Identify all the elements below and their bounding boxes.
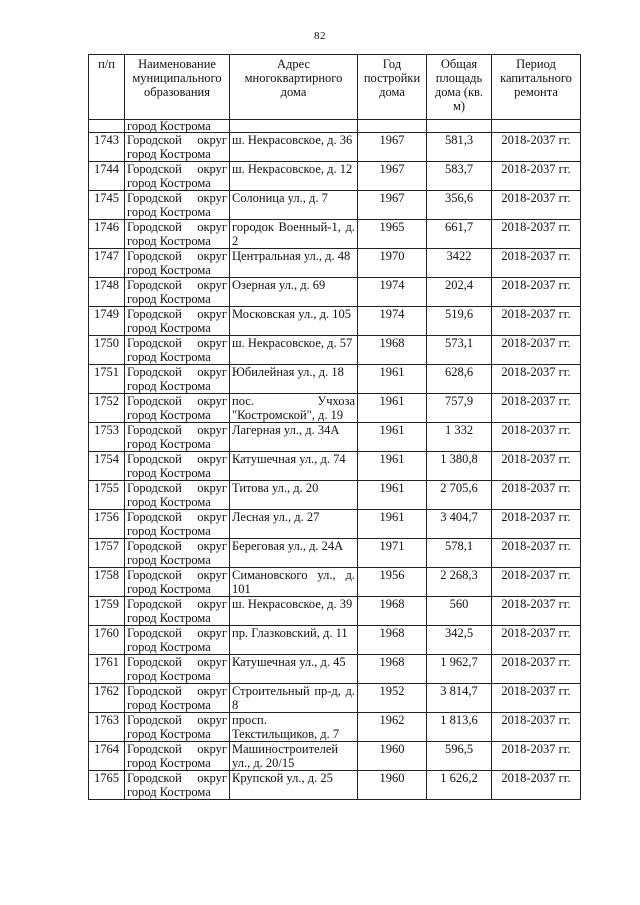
address-line-2: 2 [232,234,239,248]
header-address: Адрес многоквартирного дома [230,55,358,120]
municipality-line-2: город Кострома [127,466,211,480]
cell-year: 1961 [358,394,427,423]
cell-num: 1744 [89,162,125,191]
cell-area: 1 332 [427,423,492,452]
cell-period: 2018-2037 гг. [492,626,581,655]
municipality-line-1: Городской округ [127,597,227,611]
cell-municipality [125,771,230,800]
address-line-1: просп. [232,713,267,727]
cell-area: 1 813,6 [427,713,492,742]
municipality-line-1: Городской округ [127,510,227,524]
municipality-line-1: Городской округ [127,481,227,495]
cell-period: 2018-2037 гг. [492,510,581,539]
cell-area: 2 705,6 [427,481,492,510]
cell-municipality [125,162,230,191]
municipality-line-1: Городской округ [127,365,227,379]
cell-municipality [125,423,230,452]
municipality-line-2: город Кострома [127,292,211,306]
cell-address [230,394,358,423]
cell-num: 1751 [89,365,125,394]
municipality-line-2: город Кострома [127,234,211,248]
municipality-line-1: Городской округ [127,307,227,321]
cell-address [230,539,358,568]
cell-address [230,771,358,800]
municipality-line-2: город Кострома [127,582,211,596]
table-row [89,191,581,220]
municipality-line-2: город Кострома [127,669,211,683]
municipality-line-1: Городской округ [127,655,227,669]
cell-municipality [125,481,230,510]
cell-num [89,120,125,133]
table-row [89,278,581,307]
cell-period: 2018-2037 гг. [492,307,581,336]
header-area: Общая площадь дома (кв. м) [427,55,492,120]
cell-period: 2018-2037 гг. [492,742,581,771]
cell-address [230,452,358,481]
municipality-line-2: город Кострома [127,698,211,712]
cell-year: 1974 [358,307,427,336]
address-line-2: "Костромской", д. 19 [232,408,344,422]
cell-num: 1755 [89,481,125,510]
header-year: Год постройки дома [358,55,427,120]
cell-year: 1961 [358,481,427,510]
cell-municipality [125,510,230,539]
cell-num: 1754 [89,452,125,481]
cell-year: 1956 [358,568,427,597]
municipality-line-1: Городской округ [127,771,227,785]
cell-municipality [125,336,230,365]
address-line-1: Центральная ул., д. 48 [232,249,351,263]
table-row [89,452,581,481]
cell-period: 2018-2037 гг. [492,771,581,800]
cell-municipality [125,249,230,278]
cell-area: 560 [427,597,492,626]
cell-area: 202,4 [427,278,492,307]
cell-area: 757,9 [427,394,492,423]
municipality-line-1: Городской округ [127,394,227,408]
municipality-line-2: город Кострома [127,205,211,219]
cell-num: 1749 [89,307,125,336]
address-line-2: 101 [232,582,251,596]
cell-area: 628,6 [427,365,492,394]
address-line-1: Катушечная ул., д. 45 [232,655,346,669]
table-row [89,510,581,539]
municipality-line-1: Городской округ [127,626,227,640]
cell-year: 1971 [358,539,427,568]
address-line-1: Солоница ул., д. 7 [232,191,328,205]
cell-year: 1961 [358,452,427,481]
cell-address [230,162,358,191]
cell-num: 1745 [89,191,125,220]
cell-area: 581,3 [427,133,492,162]
cell-area: 661,7 [427,220,492,249]
cell-municipality [125,307,230,336]
municipality-line-2: город Кострома [127,785,211,799]
cell-address [230,655,358,684]
address-line-1: городок Военный-1, д. [232,220,355,234]
address-line-2: 8 [232,698,239,712]
table-row [89,655,581,684]
address-line-1: Машиностроителей [232,742,339,756]
cell-address [230,597,358,626]
cell-address [230,626,358,655]
cell-year: 1961 [358,365,427,394]
address-line-1: Строительный пр-д, д. [232,684,355,698]
cell-area: 356,6 [427,191,492,220]
table-row [89,336,581,365]
cell-period: 2018-2037 гг. [492,684,581,713]
cell-address [230,481,358,510]
address-line-1: ш. Некрасовское, д. 57 [232,336,353,350]
address-line-1: Озерная ул., д. 69 [232,278,326,292]
cell-area: 519,6 [427,307,492,336]
address-line-1: Симановского ул., д. [232,568,355,582]
cell-municipality [125,394,230,423]
cell-municipality [125,684,230,713]
table-row [89,162,581,191]
municipality-line-1: Городской округ [127,278,227,292]
address-line-1: Крупской ул., д. 25 [232,771,333,785]
cell-period: 2018-2037 гг. [492,162,581,191]
address-line-2: ул., д. 20/15 [232,756,295,770]
municipality-line-1: Городской округ [127,423,227,437]
cell-address [230,307,358,336]
municipality-line-1: Городской округ [127,191,227,205]
cell-address [230,220,358,249]
cell-period: 2018-2037 гг. [492,539,581,568]
cell-year: 1960 [358,771,427,800]
address-line-1: Лесная ул., д. 27 [232,510,320,524]
cell-year: 1968 [358,626,427,655]
cell-area: 583,7 [427,162,492,191]
housing-registry-table [88,54,581,800]
cell-municipality [125,278,230,307]
cell-municipality [125,539,230,568]
cell-municipality [125,133,230,162]
cell-num: 1759 [89,597,125,626]
municipality-line-2: город Кострома [127,553,211,567]
cell-municipality [125,365,230,394]
cell-address [230,120,358,133]
continued-row [89,120,581,133]
cell-year: 1968 [358,597,427,626]
municipality-line-2: город Кострома [127,408,211,422]
cell-num: 1761 [89,655,125,684]
cell-municipality [125,626,230,655]
table-row [89,394,581,423]
cell-address [230,191,358,220]
cell-address [230,336,358,365]
cell-period: 2018-2037 гг. [492,713,581,742]
cell-municipality [125,220,230,249]
municipality-line-1: Городской округ [127,452,227,466]
cell-num: 1746 [89,220,125,249]
cell-address [230,278,358,307]
cell-num: 1763 [89,713,125,742]
header-period: Период капитального ремонта [492,55,581,120]
header-municipality: Наименование муниципального образования [125,55,230,120]
cell-period [492,120,581,133]
table-row [89,249,581,278]
cell-period: 2018-2037 гг. [492,394,581,423]
cell-year: 1967 [358,133,427,162]
cell-num: 1757 [89,539,125,568]
cell-municipality [125,742,230,771]
table-row [89,771,581,800]
cell-year: 1960 [358,742,427,771]
cell-num: 1743 [89,133,125,162]
cell-area: 2 268,3 [427,568,492,597]
municipality-line-1: Городской округ [127,249,227,263]
cell-period: 2018-2037 гг. [492,336,581,365]
table-row [89,220,581,249]
cell-year: 1961 [358,510,427,539]
cell-area: 1 962,7 [427,655,492,684]
cell-area: 3 404,7 [427,510,492,539]
municipality-line-2: город Кострома [127,756,211,770]
cell-period: 2018-2037 гг. [492,133,581,162]
table-row [89,423,581,452]
cell-num: 1765 [89,771,125,800]
cell-num: 1756 [89,510,125,539]
cell-num: 1764 [89,742,125,771]
cell-num: 1748 [89,278,125,307]
municipality-line-1: Городской округ [127,220,227,234]
municipality-line-1: Городской округ [127,568,227,582]
cell-address [230,510,358,539]
cell-municipality [125,655,230,684]
municipality-line-2: город Кострома [127,437,211,451]
cell-period: 2018-2037 гг. [492,568,581,597]
address-line-1: Береговая ул., д. 24А [232,539,344,553]
table-row [89,568,581,597]
cell-municipality: город Кострома [125,120,230,133]
cell-area [427,120,492,133]
municipality-line-1: Городской округ [127,336,227,350]
cell-num: 1762 [89,684,125,713]
cell-period: 2018-2037 гг. [492,597,581,626]
table-row [89,539,581,568]
cell-num: 1750 [89,336,125,365]
municipality-line-2: город Кострома [127,611,211,625]
cell-area: 1 380,8 [427,452,492,481]
municipality-line-1: Городской округ [127,133,227,147]
address-line-1: ш. Некрасовское, д. 39 [232,597,353,611]
municipality-line-2: город Кострома [127,640,211,654]
address-line-1: Катушечная ул., д. 74 [232,452,346,466]
cell-period: 2018-2037 гг. [492,452,581,481]
municipality-line-2: город Кострома [127,263,211,277]
cell-municipality [125,713,230,742]
page-number: 82 [314,30,326,42]
municipality-line-2: город Кострома [127,321,211,335]
cell-area: 1 626,2 [427,771,492,800]
cell-year: 1962 [358,713,427,742]
municipality-line-1: Городской округ [127,162,227,176]
address-line-1: Московская ул., д. 105 [232,307,351,321]
table-row [89,133,581,162]
cell-num: 1752 [89,394,125,423]
cell-period: 2018-2037 гг. [492,481,581,510]
cell-period: 2018-2037 гг. [492,249,581,278]
address-line-1: Юбилейная ул., д. 18 [232,365,344,379]
table-row [89,307,581,336]
cell-period: 2018-2037 гг. [492,278,581,307]
cell-area: 342,5 [427,626,492,655]
table-row [89,626,581,655]
cell-address [230,249,358,278]
municipality-line-2: город Кострома [127,495,211,509]
municipality-line-2: город Кострома [127,147,211,161]
municipality-line-1: Городской округ [127,539,227,553]
cell-address [230,133,358,162]
header-num: п/п [89,55,125,120]
cell-num: 1753 [89,423,125,452]
cell-address [230,423,358,452]
table-row [89,365,581,394]
cell-period: 2018-2037 гг. [492,365,581,394]
table-row [89,481,581,510]
address-line-2: Текстильщиков, д. 7 [232,727,340,741]
municipality-line-2: город Кострома [127,176,211,190]
municipality-line-2: город Кострома [127,350,211,364]
cell-address [230,365,358,394]
cell-year: 1970 [358,249,427,278]
cell-num: 1758 [89,568,125,597]
cell-area: 578,1 [427,539,492,568]
cell-year: 1967 [358,162,427,191]
cell-year: 1952 [358,684,427,713]
address-line-1: пос. Учхоза [232,394,355,408]
address-line-1: Лагерная ул., д. 34А [232,423,340,437]
cell-address [230,568,358,597]
cell-municipality [125,568,230,597]
address-line-1: пр. Глазковский, д. 11 [232,626,348,640]
cell-year: 1968 [358,655,427,684]
cell-area: 573,1 [427,336,492,365]
municipality-line-1: Городской округ [127,713,227,727]
address-line-1: Титова ул., д. 20 [232,481,319,495]
cell-year: 1974 [358,278,427,307]
cell-area: 3422 [427,249,492,278]
table-row [89,684,581,713]
cell-year: 1961 [358,423,427,452]
address-line-1: ш. Некрасовское, д. 12 [232,162,353,176]
municipality-line-2: город Кострома [127,727,211,741]
cell-period: 2018-2037 гг. [492,191,581,220]
cell-area: 596,5 [427,742,492,771]
cell-year [358,120,427,133]
cell-num: 1747 [89,249,125,278]
municipality-line-1: Городской округ [127,684,227,698]
address-line-1: ш. Некрасовское, д. 36 [232,133,353,147]
cell-period: 2018-2037 гг. [492,655,581,684]
table-header-row [89,55,581,120]
cell-year: 1968 [358,336,427,365]
cell-period: 2018-2037 гг. [492,423,581,452]
cell-area: 3 814,7 [427,684,492,713]
cell-period: 2018-2037 гг. [492,220,581,249]
table-row [89,597,581,626]
cell-year: 1967 [358,191,427,220]
table-row [89,742,581,771]
cell-year: 1965 [358,220,427,249]
cell-municipality [125,452,230,481]
municipality-line-1: Городской округ [127,742,227,756]
cell-num: 1760 [89,626,125,655]
cell-address [230,713,358,742]
municipality-line-2: город Кострома [127,379,211,393]
municipality-line-2: город Кострома [127,524,211,538]
cell-address [230,684,358,713]
table-row [89,713,581,742]
cell-municipality [125,597,230,626]
cell-address [230,742,358,771]
cell-municipality [125,191,230,220]
